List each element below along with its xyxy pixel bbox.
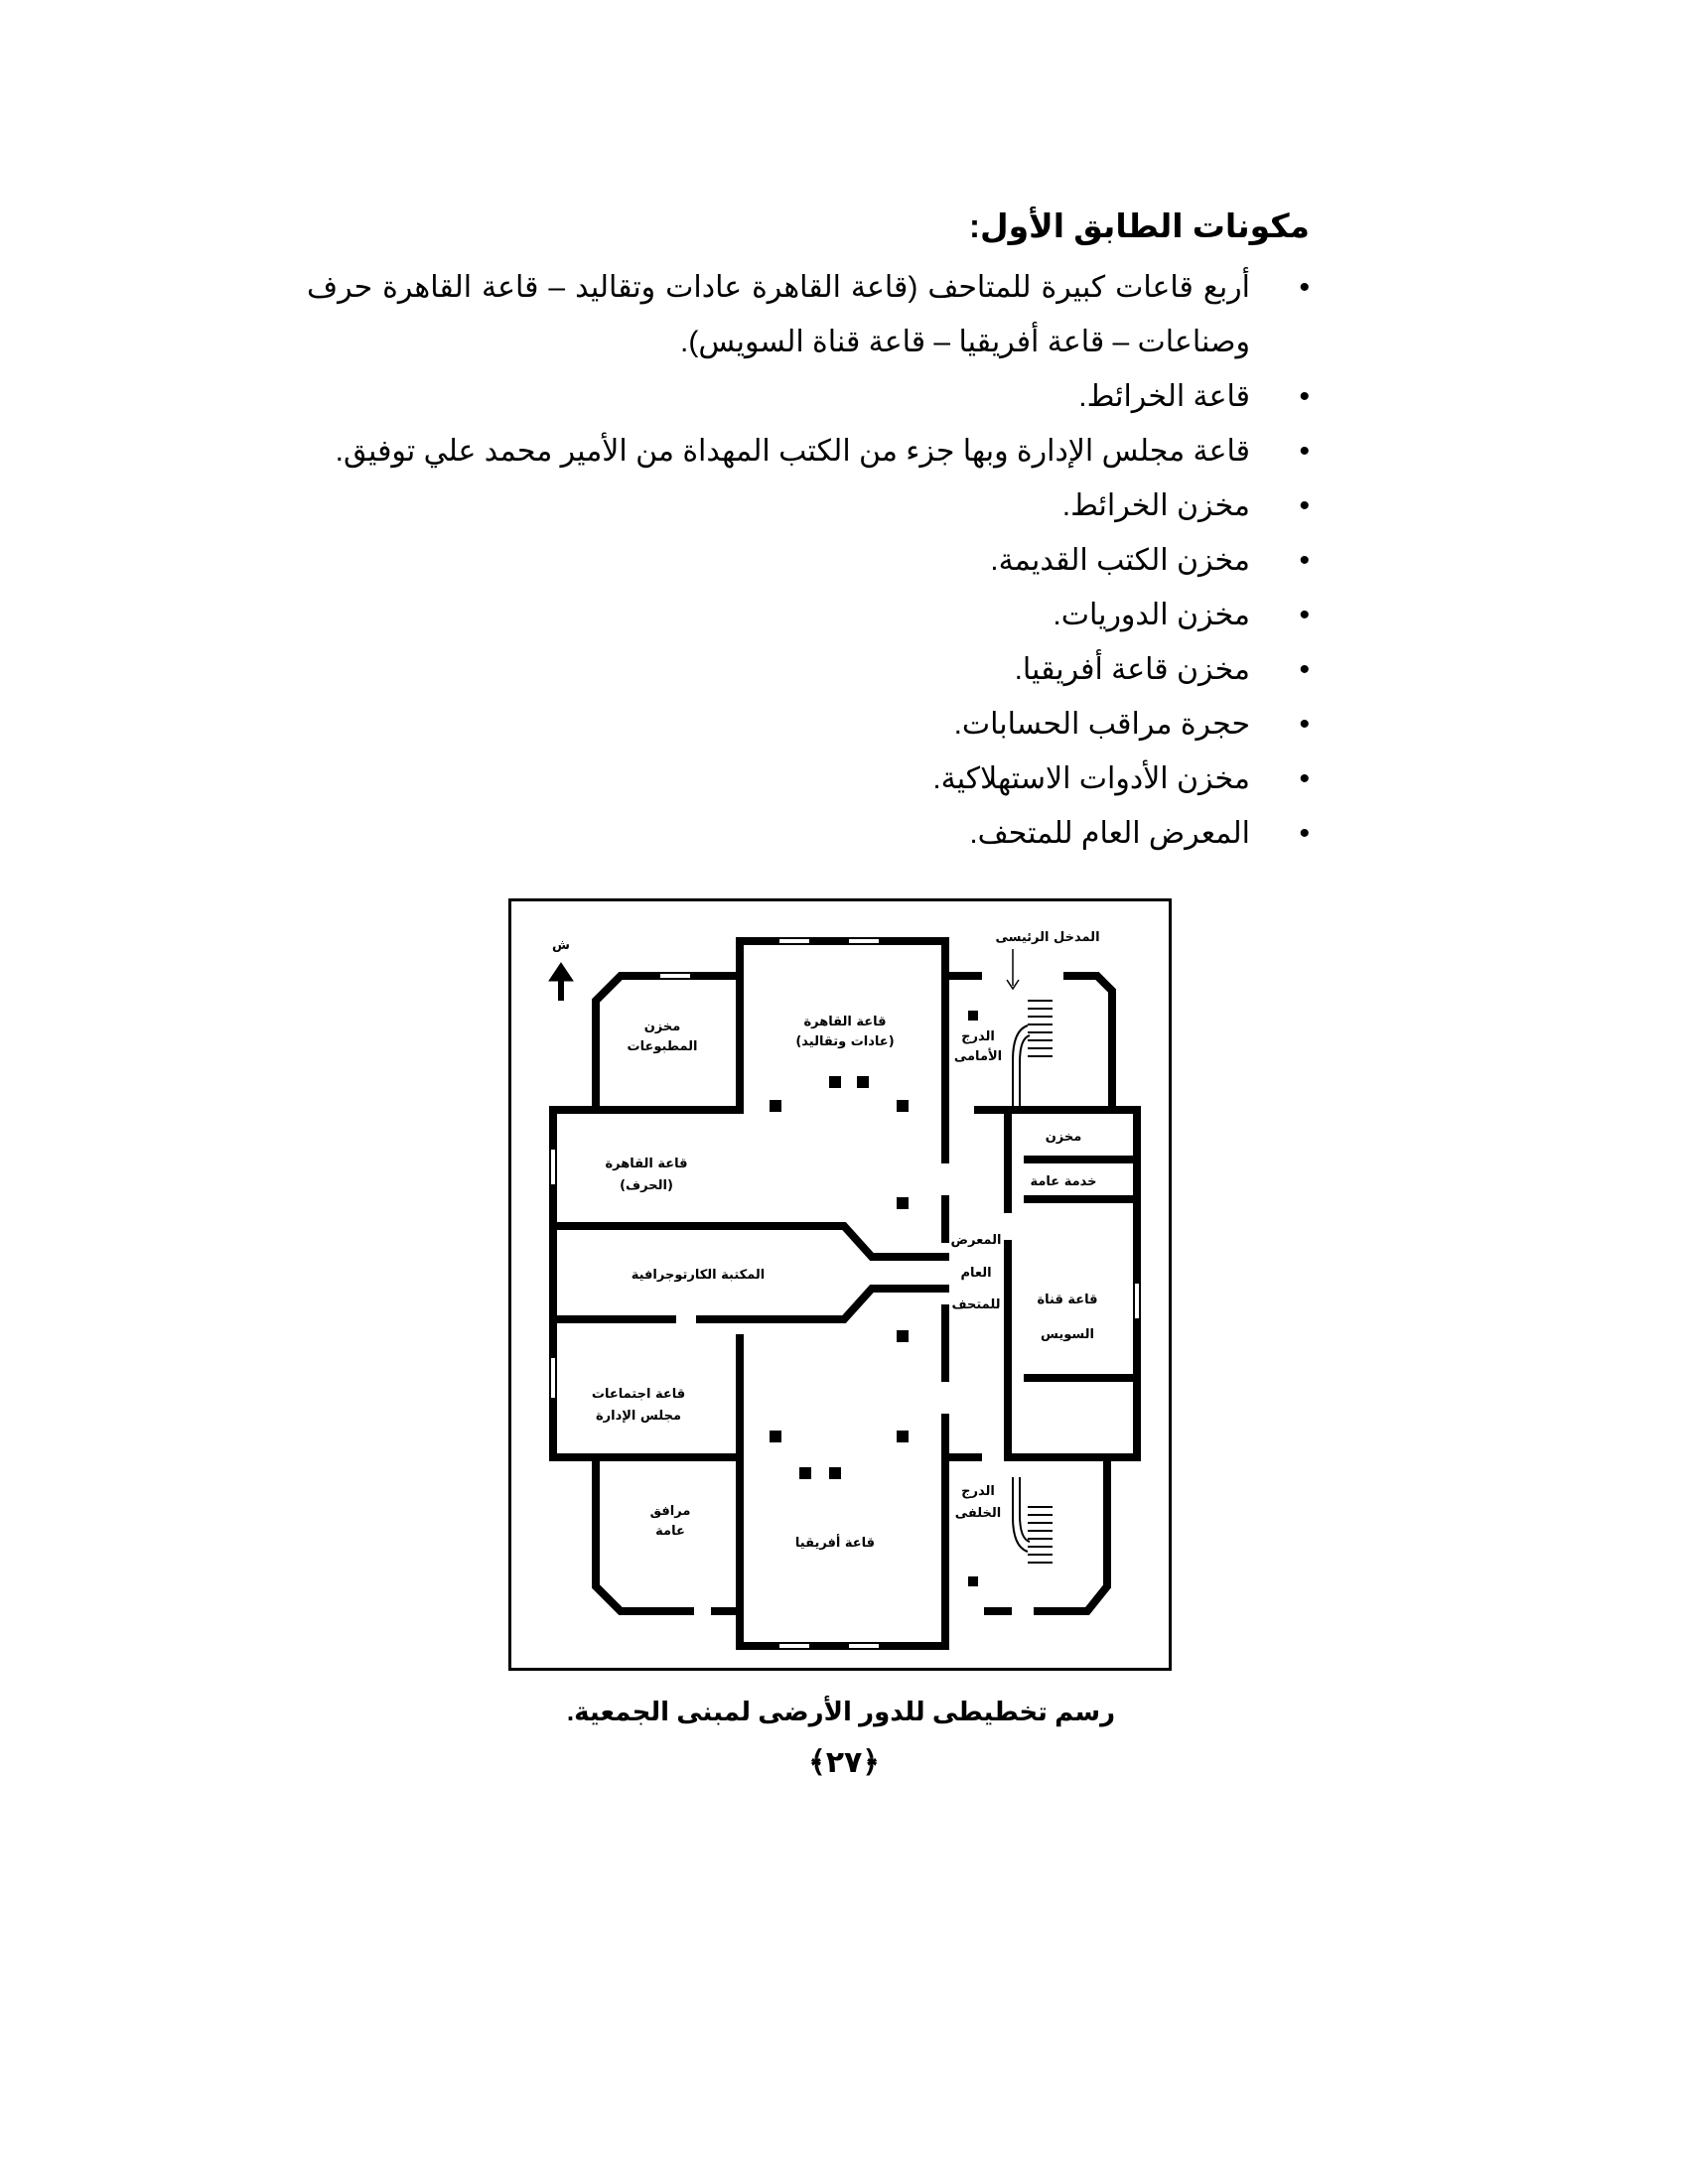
label-cairo-customs-hall: قاعة القاهرة [803,1015,887,1029]
label-public-service: خدمة عامة [1030,1174,1097,1189]
label-general-gallery: العام [960,1266,992,1281]
list-item: • قاعة مجلس الإدارة وبها جزء من الكتب المهداة من الأمير محمد علي توفيق. [307,424,1310,478]
label-public-utilities: عامة [655,1524,685,1539]
section-heading: مكونات الطابق الأول: [969,207,1310,244]
list-item: • مخزن الكتب القديمة. [307,533,1310,588]
floor-plan-figure [508,898,1172,1671]
list-item: • المعرض العام للمتحف. [307,806,1310,861]
label-cartographic-library: المكتبة الكارتوجرافية [631,1268,766,1283]
list-item: • مخزن الأدوات الاستهلاكية. [307,751,1310,806]
label-public-utilities: مرافق [649,1504,691,1519]
label-rear-stairs: الخلفى [954,1506,1002,1521]
page-number: ﴿٢٧﴾ [808,1746,880,1779]
label-general-gallery: المعرض [950,1233,1002,1248]
label-board-meetings-hall: قاعة اجتماعات [591,1387,686,1402]
label-general-gallery: للمتحف [951,1297,1001,1312]
label-store: مخزن [1045,1130,1082,1145]
label-rear-stairs: الدرج [961,1484,995,1499]
label-africa-hall: قاعة أفريقيا [794,1536,876,1551]
label-main-entrance: المدخل الرئيسى [995,930,1100,945]
figure-caption: رسم تخطيطى للدور الأرضى لمبنى الجمعية. [566,1697,1116,1726]
label-suez-canal-hall: قاعة قناة [1037,1293,1098,1307]
list-item: • قاعة الخرائط. [307,369,1310,424]
label-prints-store: المطبوعات [627,1039,698,1054]
label-front-stairs: الأمامى [953,1049,1003,1064]
north-label: ش [552,938,570,953]
label-front-stairs: الدرج [961,1029,995,1044]
components-list [307,260,1310,861]
list-item: • مخزن قاعة أفريقيا. [307,642,1310,697]
label-cairo-crafts-hall: قاعة القاهرة [605,1157,688,1171]
list-item: • حجرة مراقب الحسابات. [307,697,1310,751]
label-cairo-crafts-hall: (الحرف) [620,1178,673,1193]
north-arrow [549,963,573,1001]
floor-plan-drawing [511,901,1169,1668]
label-cairo-customs-hall: (عادات وتقاليد) [795,1034,895,1049]
label-prints-store: مخزن [643,1020,681,1034]
list-item: • أربع قاعات كبيرة للمتاحف (قاعة القاهرة عادات وتقاليد – قاعة القاهرة حرف وصناعات – قاعة أفريقيا – قاعة قناة السويس). [307,260,1310,369]
label-board-meetings-hall: مجلس الإدارة [595,1409,682,1424]
label-suez-canal-hall: السويس [1041,1327,1094,1342]
list-item: • مخزن الخرائط. [307,478,1310,533]
floor-plan-stairs [1013,1001,1053,1563]
list-item: • مخزن الدوريات. [307,588,1310,642]
